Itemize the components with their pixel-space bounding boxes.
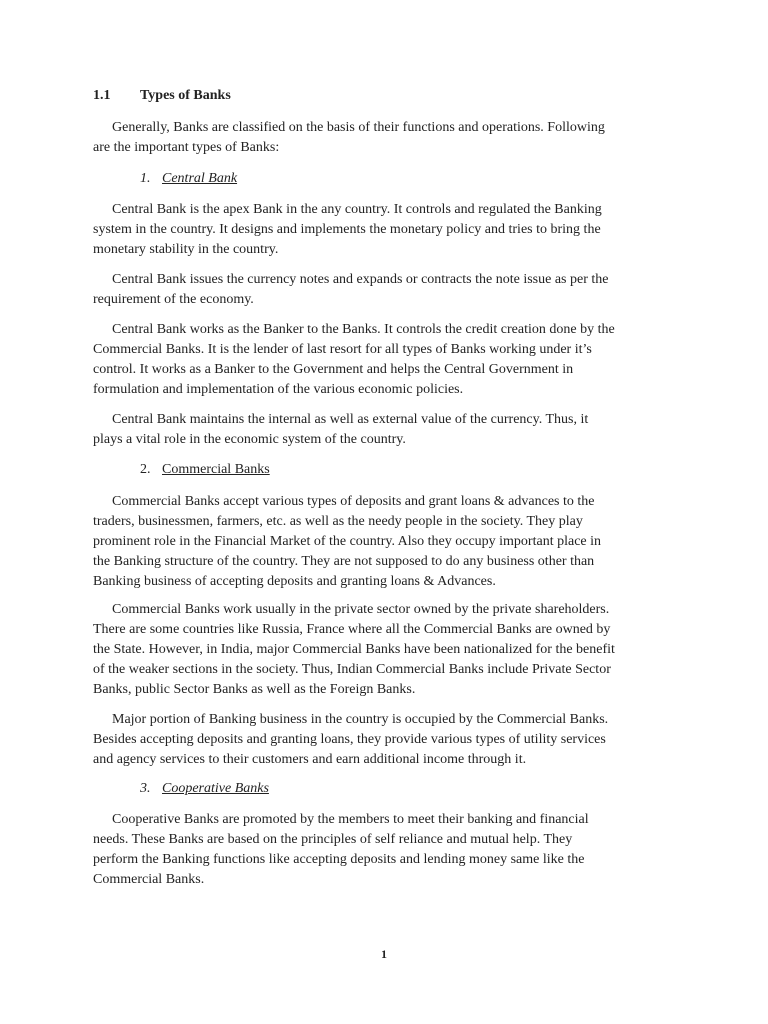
text-line: traders, businessmen, farmers, etc. as well as the needy people in the society. They play [93,514,583,529]
subsection-number: 2. [140,462,151,477]
subsection-title: Central Bank [162,171,238,186]
text-line: prominent role in the Financial Market of the country. Also they occupy important place in [93,534,602,549]
text-line: control. It works as a Banker to the Government and helps the Central Government in [93,362,574,377]
text-line: of the weaker sections in the society. Thus, Indian Commercial Banks include Private Sector [93,662,611,677]
paragraph-cooperative-banks-1 [93,810,673,890]
text-line: Commercial Banks. [93,872,205,887]
subsection-number: 1. [140,171,151,186]
text-line: Commercial Banks work usually in the private sector owned by the private shareholders. [112,602,610,617]
section-title: Types of Banks [140,88,231,103]
text-line: monetary stability in the country. [93,242,279,257]
text-line: Commercial Banks. It is the lender of last resort for all types of Banks working under it’s [93,342,592,357]
paragraph-central-bank-4 [93,410,673,450]
text-line: plays a vital role in the economic system of the country. [93,432,406,447]
intro-paragraph [93,118,673,158]
page-number: 1 [381,947,387,961]
text-line: the Banking structure of the country. They are not supposed to do any business other than [93,554,595,569]
paragraph-central-bank-3 [93,320,673,400]
text-line: Besides accepting deposits and granting loans, they provide various types of utility services [93,732,606,747]
paragraph-commercial-banks-2 [93,600,673,700]
text-line: Central Bank is the apex Bank in the any country. It controls and regulated the Banking [112,202,602,217]
text-line: Central Bank works as the Banker to the Banks. It controls the credit creation done by the [112,322,615,337]
paragraph-central-bank-1 [93,200,673,260]
text-line: Central Bank issues the currency notes and expands or contracts the note issue as per the [112,272,609,287]
text-line: requirement of the economy. [93,292,254,307]
section-heading [93,88,231,104]
paragraph-commercial-banks-3 [93,710,673,770]
paragraph-commercial-banks-1 [93,492,673,592]
subsection-title: Cooperative Banks [162,781,269,796]
subsection-heading-cooperative-banks [140,779,269,799]
text-line: Commercial Banks accept various types of deposits and grant loans & advances to the [112,494,595,509]
subsection-title: Commercial Banks [162,462,270,477]
text-line: system in the country. It designs and implements the monetary policy and tries to bring the [93,222,601,237]
paragraph-central-bank-2 [93,270,673,310]
text-line: Central Bank maintains the internal as well as external value of the currency. Thus, it [112,412,589,427]
text-line: There are some countries like Russia, France where all the Commercial Banks are owned by [93,622,611,637]
text-line: formulation and implementation of the various economic policies. [93,382,464,397]
text-line: needs. These Banks are based on the principles of self reliance and mutual help. They [93,832,573,847]
text-line: perform the Banking functions like accepting deposits and lending money same like the [93,852,585,867]
text-line: Banking business of accepting deposits and granting loans & Advances. [93,574,496,589]
text-line: Generally, Banks are classified on the basis of their functions and operations. Following [112,120,605,135]
subsection-heading-central-bank [140,169,237,189]
subsection-heading-commercial-banks [140,460,270,480]
text-line: the State. However, in India, major Commercial Banks have been nationalized for the benefit [93,642,615,657]
section-number: 1.1 [93,88,111,103]
text-line: Banks, public Sector Banks as well as the Foreign Banks. [93,682,416,697]
text-line: and agency services to their customers and earn additional income through it. [93,752,527,767]
text-line: are the important types of Banks: [93,140,280,155]
text-line: Cooperative Banks are promoted by the members to meet their banking and financial [112,812,589,827]
text-line: Major portion of Banking business in the country is occupied by the Commercial Banks. [112,712,609,727]
subsection-number: 3. [140,781,151,796]
